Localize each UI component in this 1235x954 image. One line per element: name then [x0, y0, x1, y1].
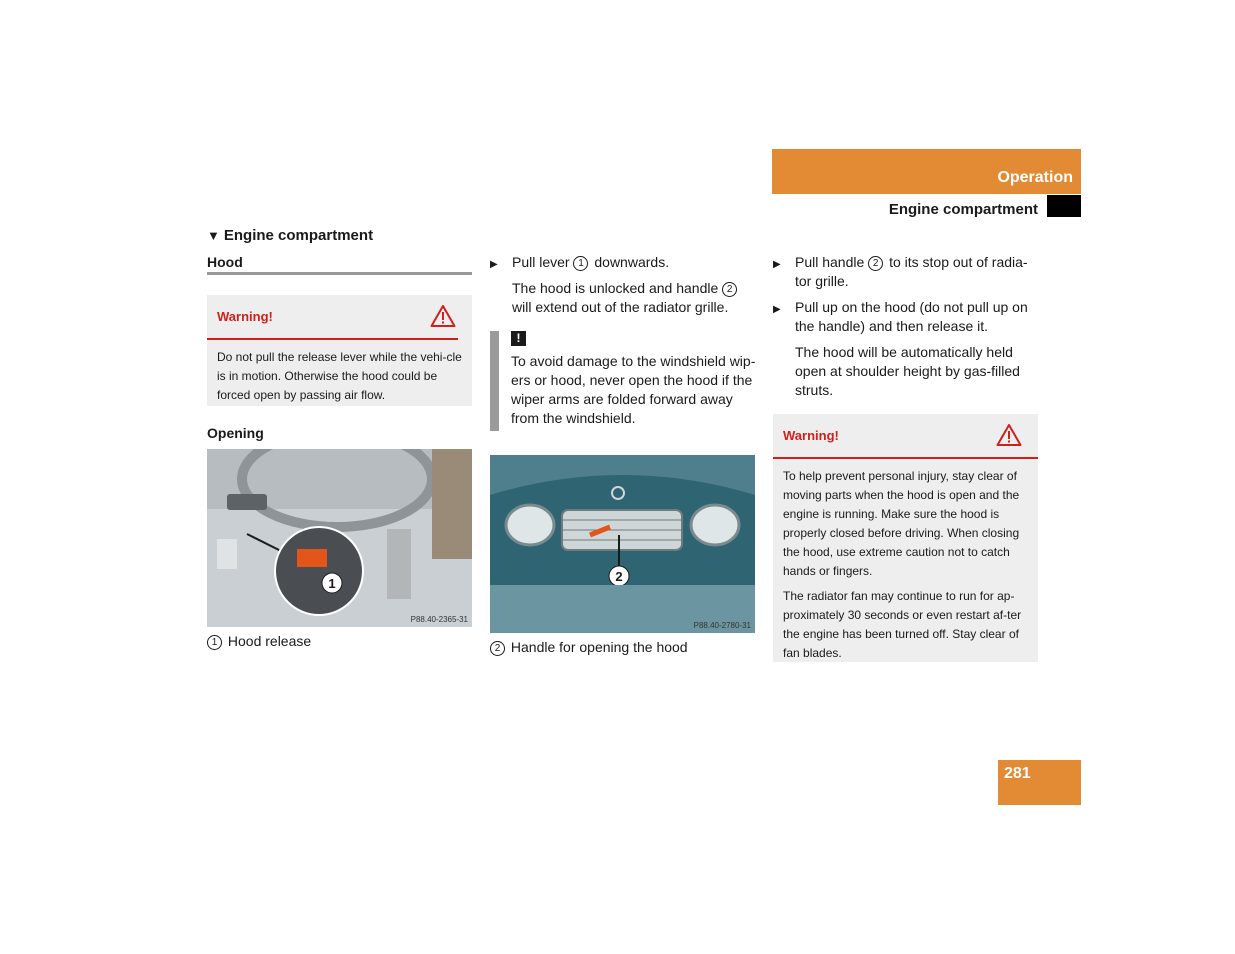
- exclamation-icon: !: [511, 331, 526, 346]
- callout-2: 2: [490, 641, 505, 656]
- page-number: 281: [1004, 765, 1031, 782]
- callout-2-inline: 2: [722, 282, 737, 297]
- header-marker: [1047, 195, 1081, 217]
- callout-1-inline: 1: [573, 256, 588, 271]
- fan-warning-box: [773, 414, 1038, 662]
- warning-text-1: To help prevent personal injury, stay clear of moving parts when the hood is open and the engine is running. Make sure the hood is properly closed before driving. When closing the hood, use extreme caution not to catch hands or fingers.: [783, 469, 1020, 578]
- hood-release-image: [207, 449, 472, 627]
- callout-2-inline: 2: [868, 256, 883, 271]
- arrow-right-icon: ▶: [490, 259, 498, 270]
- note-bar: [490, 331, 499, 431]
- image1-caption: 1 Hood release: [207, 633, 311, 650]
- step-pull-lever: ▶ Pull lever 1 downwards.: [490, 253, 760, 272]
- hood-heading: Hood: [207, 254, 243, 270]
- warning-text: Do not pull the release lever while the vehi-cle is in motion. Otherwise the hood could be forced open by passing air flow.: [217, 350, 462, 402]
- step-pull-handle: ▶ Pull handle 2 to its stop out of radia-tor grille.: [773, 254, 1028, 289]
- radiator-grille-image: [490, 455, 755, 633]
- hood-warning-box: [207, 295, 472, 406]
- warning-triangle-icon: [430, 304, 456, 328]
- header-section: Operation: [997, 169, 1073, 186]
- heading-rule: [207, 272, 472, 275]
- opening-heading: Opening: [207, 425, 264, 441]
- car-front-illustration: [490, 455, 755, 633]
- warning-label: Warning!: [783, 428, 839, 443]
- arrow-right-icon: ▶: [773, 259, 781, 270]
- image-reference: P88.40-2365-31: [410, 615, 468, 624]
- svg-text:1: 1: [328, 576, 336, 591]
- header-tab: [772, 149, 1081, 194]
- image-reference: P88.40-2780-31: [693, 621, 751, 630]
- header-subsection: Engine compartment: [888, 201, 1038, 218]
- arrow-right-icon: ▶: [773, 304, 781, 315]
- gas-struts-text: The hood will be automatically held open at shoulder height by gas-filled struts.: [795, 344, 1020, 398]
- callout-1: 1: [207, 635, 222, 650]
- hood-unlocked-text: The hood is unlocked and handle 2 will extend out of the radiator grille.: [512, 279, 757, 317]
- interior-illustration: [207, 449, 472, 627]
- svg-text:2: 2: [615, 569, 623, 584]
- triangle-down-icon: ▼: [207, 228, 220, 243]
- warning-triangle-icon: [996, 423, 1022, 447]
- warning-text-2: The radiator fan may continue to run for ap-proximately 30 seconds or even restart af-ter the engine has been turned off. Stay clear of fan blades.: [783, 589, 1022, 660]
- image2-caption: 2 Handle for opening the hood: [490, 639, 688, 656]
- warning-label: Warning!: [217, 309, 273, 324]
- step-pull-hood: ▶ Pull up on the hood (do not pull up on the handle) and then release it.: [773, 299, 1028, 334]
- note-text: To avoid damage to the windshield wip-ers or hood, never open the hood if the wiper arms are folded forward away from the windshield.: [511, 353, 756, 426]
- section-title: ▼ Engine compartment: [207, 227, 374, 244]
